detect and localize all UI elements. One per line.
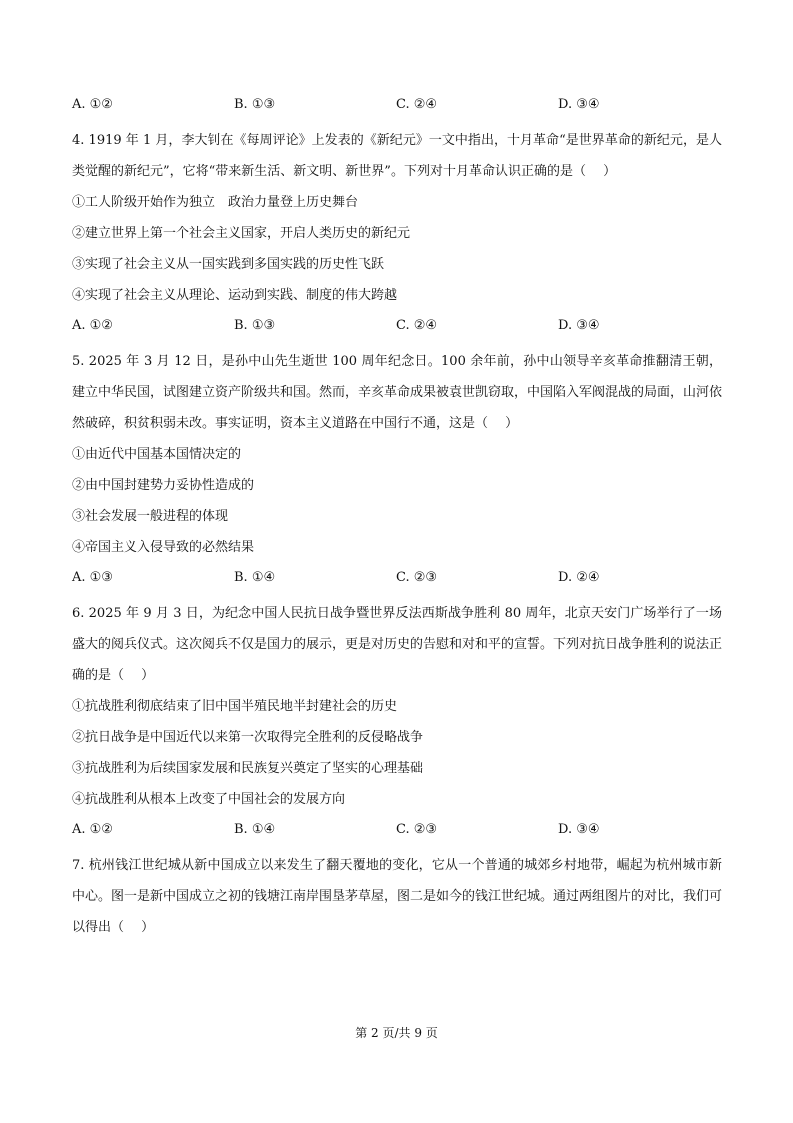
q3-options <box>72 94 722 116</box>
statement-1: ①抗战胜利彻底结束了旧中国半殖民地半封建社会的历史 <box>72 699 398 714</box>
option-d[interactable]: D. ③④ <box>558 97 600 112</box>
question-5 <box>72 346 722 589</box>
question-4 <box>72 125 722 337</box>
question-options <box>72 819 722 841</box>
option-b[interactable]: B. ①③ <box>234 97 276 112</box>
statement-2: ②抗日战争是中国近代以来第一次取得完全胜利的反侵略战争 <box>72 730 424 745</box>
question-options <box>72 315 722 337</box>
question-stem: 6. 2025 年 9 月 3 日，为纪念中国人民抗日战争暨世界反法西斯战争胜利 80 周年，北京天安门广场举行了一场盛大的阅兵仪式。这次阅兵不仅是国力的展示，更是对历史的告慰和对和平的宣誓。下列对抗日战争胜利的说法正确的是（ ） <box>72 606 723 683</box>
statement-1: ①工人阶级开始作为独立 政治力量登上历史舞台 <box>72 195 359 210</box>
option-a[interactable]: A. ①② <box>72 97 113 112</box>
option-c[interactable]: C. ②④ <box>396 318 438 333</box>
option-c[interactable]: C. ②③ <box>396 570 438 585</box>
option-c[interactable]: C. ②④ <box>396 97 438 112</box>
statement-3: ③实现了社会主义从一国实践到多国实践的历史性飞跃 <box>72 257 385 272</box>
option-b[interactable]: B. ①③ <box>234 318 276 333</box>
page-content <box>72 94 722 943</box>
statement-3: ③社会发展一般进程的体现 <box>72 509 229 524</box>
statement-4: ④实现了社会主义从理论、运动到实践、制度的伟大跨越 <box>72 288 398 303</box>
option-a[interactable]: A. ①② <box>72 318 113 333</box>
statement-2: ②建立世界上第一个社会主义国家，开启人类历史的新纪元 <box>72 226 411 241</box>
option-b[interactable]: B. ①④ <box>234 570 276 585</box>
option-a[interactable]: A. ①③ <box>72 570 113 585</box>
option-b[interactable]: B. ①④ <box>234 822 276 837</box>
statement-4: ④抗战胜利从根本上改变了中国社会的发展方向 <box>72 792 346 807</box>
statement-2: ②由中国封建势力妥协性造成的 <box>72 478 255 493</box>
statement-4: ④帝国主义入侵导致的必然结果 <box>72 540 255 555</box>
page-footer: 第 2 页/共 9 页 <box>355 1026 438 1040</box>
option-c[interactable]: C. ②③ <box>396 822 438 837</box>
question-options <box>72 567 722 589</box>
question-7 <box>72 850 722 943</box>
statement-3: ③抗战胜利为后续国家发展和民族复兴奠定了坚实的心理基础 <box>72 761 424 776</box>
option-a[interactable]: A. ①② <box>72 822 113 837</box>
option-d[interactable]: D. ③④ <box>558 318 600 333</box>
option-d[interactable]: D. ②④ <box>558 570 600 585</box>
question-stem: 7. 杭州钱江世纪城从新中国成立以来发生了翻天覆地的变化，它从一个普通的城郊乡村地带，崛起为杭州城市新中心。图一是新中国成立之初的钱塘江南岸围垦茅草屋，图二是如今的钱江世纪城。通过两组图片的对比，我们可以得出（ ） <box>72 858 723 935</box>
question-6 <box>72 598 722 841</box>
statement-1: ①由近代中国基本国情决定的 <box>72 447 242 462</box>
option-d[interactable]: D. ③④ <box>558 822 600 837</box>
question-stem: 5. 2025 年 3 月 12 日，是孙中山先生逝世 100 周年纪念日。100 余年前，孙中山领导辛亥革命推翻清王朝，建立中华民国，试图建立资产阶级共和国。然而，辛亥革命成果被袁世凯窃取，中国陷入军阀混战的局面，山河依然破碎，积贫积弱未改。事实证明，资本主义道路在中国行不通，这是（ ） <box>72 354 723 431</box>
question-stem: 4. 1919 年 1 月，李大钊在《每周评论》上发表的《新纪元》一文中指出，十月革命“是世界革命的新纪元，是人类觉醒的新纪元”，它将“带来新生活、新文明、新世界”。下列对十月革命认识正确的是（ ） <box>72 133 722 179</box>
